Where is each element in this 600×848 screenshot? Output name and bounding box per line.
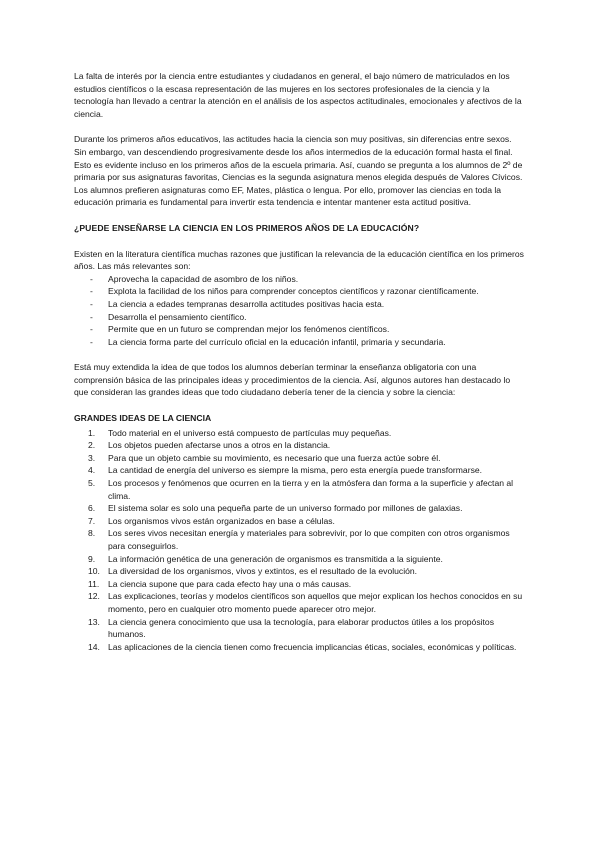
list-item-number: 11. (88, 578, 100, 589)
list-item-number: 13. (88, 616, 100, 627)
list-item-number: 1. (88, 427, 96, 438)
list-item-text: La cantidad de energía del universo es siempre la misma, pero esta energía puede transformarse. (108, 465, 483, 476)
list-item: - La ciencia a edades tempranas desarrolla actitudes positivas hacia esta. (74, 298, 526, 311)
list-item (74, 515, 526, 528)
list-item (74, 590, 526, 615)
list-item (74, 578, 526, 591)
list-item-text: Los organismos vivos están organizados en base a células. (108, 515, 335, 526)
list-item-number: 3. (88, 452, 96, 463)
big-ideas-list (74, 427, 526, 654)
reasons-list (74, 273, 526, 349)
list-item-text: Para que un objeto cambie su movimiento, es necesario que una fuerza actúe sobre él. (108, 452, 441, 463)
list-item-text: Las explicaciones, teorías y modelos científicos son aquellos que mejor explican los hechos conocidos en su momento, pero en cualquier otro momento puede aparecer otro mejor. (108, 591, 523, 614)
list-item-number: 10. (88, 566, 100, 577)
list-item (74, 439, 526, 452)
list-item-number: 14. (88, 641, 100, 652)
list-item (74, 641, 526, 654)
list-item-text: La ciencia genera conocimiento que usa la tecnología, para elaborar productos útiles a los propósitos humanos. (108, 616, 495, 640)
list-item: - Permite que en un futuro se comprendan mejor los fenómenos científicos. (74, 323, 526, 336)
list-item-text: Los objetos pueden afectarse unos a otros en la distancia. (108, 440, 331, 451)
list-item (74, 427, 526, 440)
list-item-number: 7. (88, 515, 96, 526)
list-item (74, 502, 526, 515)
intro-paragraph-3: Esto es evidente incluso en los primeros años de la escuela primaria. Así, cuando se pregunta a los alumnos de 2º de primaria por sus asignaturas favoritas, Ciencias es la segunda asignatura menos elegida después de Valores Cívicos. (74, 159, 523, 183)
list-item-text: El sistema solar es solo una pequeña parte de un universo formado por millones de galaxias. (108, 503, 463, 514)
list-item: - La ciencia forma parte del currículo oficial en la educación infantil, primaria y secundaria. (74, 336, 526, 349)
list-item-text: La ciencia supone que para cada efecto hay una o más causas. (108, 578, 352, 589)
list-item-text: La diversidad de los organismos, vivos y extintos, es el resultado de la evolución. (108, 566, 418, 577)
list-item (74, 616, 526, 641)
list-item-text: Los seres vivos necesitan energía y materiales para sobrevivir, por lo que compiten con otros organismos para conseguirlos. (108, 528, 510, 551)
list-item-number: 4. (88, 465, 96, 476)
list-item (74, 477, 526, 502)
list-item-number: 2. (88, 440, 96, 451)
list-item: - Aprovecha la capacidad de asombro de los niños. (74, 273, 526, 286)
list-item-text: La información genética de una generación de organismos es transmitida a la siguiente. (108, 553, 443, 564)
list-item-number: 8. (88, 528, 96, 539)
list-item (74, 565, 526, 578)
section-heading-early-education: ¿PUEDE ENSEÑARSE LA CIENCIA EN LOS PRIMEROS AÑOS DE LA EDUCACIÓN? (74, 222, 420, 233)
big-ideas-intro-paragraph: Está muy extendida la idea de que todos los alumnos deberían terminar la enseñanza obligatoria con una comprensión básica de las principales ideas y procedimientos de la ciencia. Así, algunos autores han destacado lo que consideran las grandes ideas que todo ciudadano debería tener de la ciencia y sobre la ciencia: (74, 362, 511, 398)
list-item: - Explota la facilidad de los niños para comprender conceptos científicos y razonar científicamente. (74, 285, 526, 298)
list-item (74, 527, 526, 552)
list-item-text: Las aplicaciones de la ciencia tienen como frecuencia implicancias éticas, sociales, económicas y políticas. (108, 641, 517, 652)
list-item-text: Los procesos y fenómenos que ocurren en la tierra y en la atmósfera dan forma a la superficie y afectan al clima. (108, 478, 514, 501)
intro-paragraph-4: Los alumnos prefieren asignaturas como EF, Mates, plástica o lengua. Por ello, promover las ciencias en toda la educación primaria es fundamental para invertir esta tendencia e intentar mantener esta actitud positiva. (74, 184, 502, 208)
list-item-number: 9. (88, 553, 96, 564)
list-item-text: Todo material en el universo está compuesto de partículas muy pequeñas. (108, 427, 392, 438)
list-item (74, 452, 526, 465)
document-page (74, 70, 526, 653)
list-item-number: 12. (88, 591, 100, 602)
intro-paragraph-2: Durante los primeros años educativos, las actitudes hacia la ciencia son muy positivas, sin diferencias entre sexos. Sin embargo, van descendiendo progresivamente desde los años intermedios de la educación formal hasta el final. (74, 134, 513, 157)
list-item-number: 6. (88, 503, 96, 514)
list-item-number: 5. (88, 478, 96, 489)
section-heading-big-ideas: GRANDES IDEAS DE LA CIENCIA (74, 413, 212, 424)
list-item (74, 553, 526, 566)
intro-paragraph-1: La falta de interés por la ciencia entre estudiantes y ciudadanos en general, el bajo número de matriculados en los estudios científicos o la escasa representación de las mujeres en los sectores profesionales de la ciencia y la tecnología han llevado a centrar la atención en el análisis de los aspectos actitudinales, emocionales y afectivos de la ciencia. (74, 71, 522, 119)
reasons-lead-paragraph: Existen en la literatura científica muchas razones que justifican la relevancia de la educación científica en los primeros años. Las más relevantes son: (74, 248, 524, 272)
list-item (74, 464, 526, 477)
list-item: - Desarrolla el pensamiento científico. (74, 311, 526, 324)
